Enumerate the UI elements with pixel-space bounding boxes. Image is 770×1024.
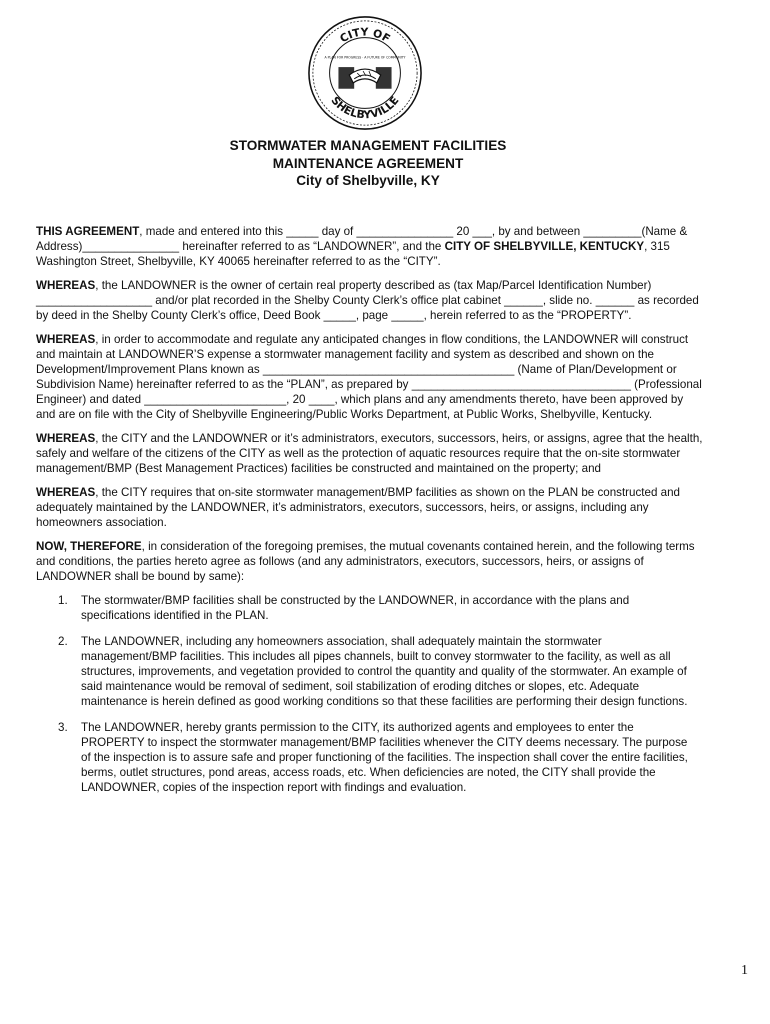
- svg-text:SHELBYVILLE: SHELBYVILLE: [328, 93, 402, 122]
- list-item: 1. The stormwater/BMP facilities shall be constructed by the LANDOWNER, in accordance with the plans and specifications identified in the PLAN.: [58, 594, 630, 622]
- title-line-3: City of Shelbyville, KY: [296, 173, 440, 188]
- svg-text:CITY OF: CITY OF: [337, 25, 393, 46]
- terms-list: [36, 593, 704, 795]
- now-therefore-paragraph: NOW, THEREFORE, in consideration of the foregoing premises, the mutual covenants contained herein, and the following terms and conditions, the parties hereto agree as follows (and any administrators, executors, successors, heirs, or assigns of LANDOWNER shall be bound by same):: [36, 540, 695, 583]
- page-number: 1: [741, 963, 748, 978]
- list-item: 3. The LANDOWNER, hereby grants permission to the CITY, its authorized agents and employees to enter the PROPERTY to inspect the stormwater management/BMP facilities whenever the CITY deems necessary. The purpose of the inspection is to assure safe and proper functioning of the facilities. The inspection shall cover the entire facilities, berms, outlet structures, pond areas, access roads, etc. When deficiencies are noted, the CITY shall provide the LANDOWNER, copies of the inspection report with findings and evaluation.: [58, 721, 688, 794]
- whereas-paragraph: WHEREAS, the CITY and the LANDOWNER or it’s administrators, executors, successors, heirs, or assigns, agree that the health, safely and welfare of the citizens of the CITY as well as the protection of aquatic resources require that the on-site stormwater management/BMP (Best Management Practices) facilities be constructed and maintained on the property; and: [36, 432, 703, 475]
- whereas-paragraph: WHEREAS, in order to accommodate and regulate any anticipated changes in flow conditions, the LANDOWNER will construct and maintain at LANDOWNER’S expense a stormwater management facility and system as described and shown on the Development/Improvement Plans known as _______________________________________ (Name of Plan/Development or Subdivision Name) hereinafter referred to as the “PLAN”, as prepared by __________________________________ (Professional Engineer) and dated ______________________, 20 ____, which plans and any amendments thereto, have been approved by and are on file with the City of Shelbyville Engineering/Public Works Department, at Public Works, Shelbyville, Kentucky.: [36, 333, 702, 421]
- svg-text:A PLAN FOR PROGRESS · A FUTURE: A PLAN FOR PROGRESS · A FUTURE OF COMMUNITY: [324, 55, 406, 60]
- document-title-block: [0, 137, 736, 190]
- city-seal-logo: [306, 14, 424, 132]
- whereas-paragraph: WHEREAS, the CITY requires that on-site stormwater management/BMP facilities as shown on the PLAN be constructed and adequately maintained by the LANDOWNER, it’s administrators, executors, successors, heirs, or assigns, including any homeowners association.: [36, 486, 680, 529]
- list-item: 2. The LANDOWNER, including any homeowners association, shall adequately maintain the stormwater management/BMP facilities. This includes all pipes channels, built to convey stormwater to the facility, as well as all structures, improvements, and vegetation provided to control the quantity and quality of the stormwater. An example of said maintenance would be removal of sediment, soil stabilization of eroding ditches or slopes, etc. Adequate maintenance is herein defined as good working conditions so that these facilities are performing their design functions.: [58, 635, 688, 708]
- title-line-1: STORMWATER MANAGEMENT FACILITIES: [229, 138, 507, 153]
- agreement-paragraph: THIS AGREEMENT, made and entered into this _____ day of _______________ 20 ___, by and between _________(Name & Address)_______________ hereinafter referred to as “LANDOWNER”, and the CITY OF SHELBYVILLE, KENTUCKY, 315 Washington Street, Shelbyville, KY 40065 hereinafter referred to as the “CITY”.: [36, 225, 688, 268]
- title-line-2: MAINTENANCE AGREEMENT: [272, 155, 464, 171]
- whereas-paragraph: WHEREAS, the LANDOWNER is the owner of certain real property described as (tax Map/Parcel Identification Number) __________________ and/or plat recorded in the Shelby County Clerk’s office plat cabinet ______, slide no. ______ as recorded by deed in the Shelby County Clerk’s office, Deed Book _____, page _____, herein referred to as the “PROPERTY”.: [36, 279, 699, 322]
- agreement-body: [36, 224, 704, 806]
- handshake-emblem: [338, 67, 391, 89]
